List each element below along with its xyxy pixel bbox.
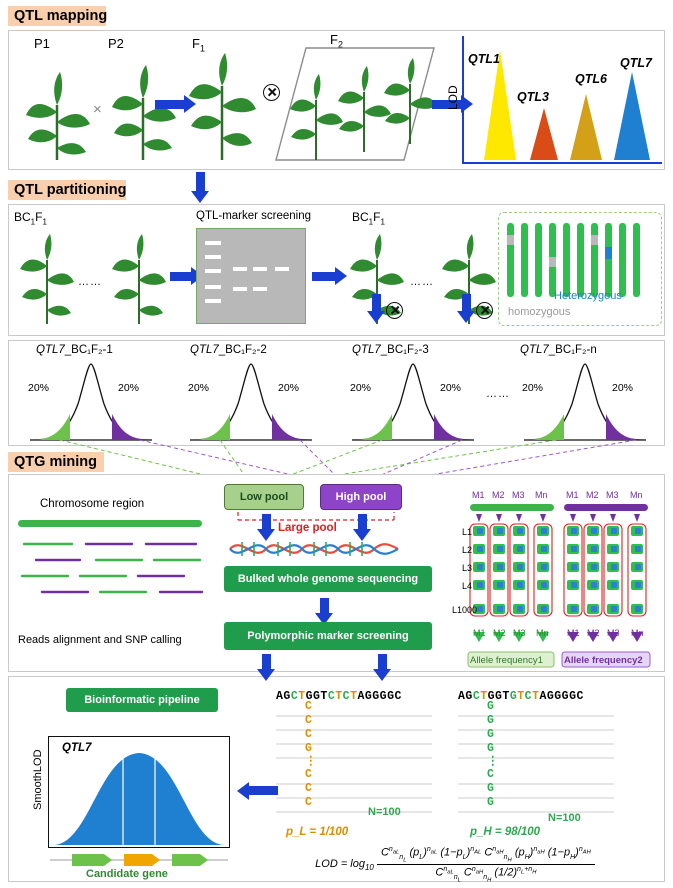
bc-right-f: F — [373, 210, 381, 224]
sequence-segment: T — [517, 690, 525, 703]
qtl-peak-label-2: QTL3 — [517, 90, 549, 104]
bc-right-text: BC — [352, 210, 369, 224]
label-screening-box: QTL-marker screening — [196, 210, 312, 222]
cross-symbol-mapping: × — [93, 101, 102, 118]
sequence-segment: T — [350, 690, 358, 703]
marker-label-right-m3: M3 — [606, 490, 619, 500]
marker-label-bot-left-mn: Mn — [536, 628, 549, 638]
selfing-symbol-a — [386, 302, 403, 319]
marker-label-right-m1: M1 — [566, 490, 579, 500]
family-label-4 — [520, 344, 597, 356]
family-1-qtl: QTL7 — [36, 344, 65, 356]
n-right-label: N=100 — [548, 812, 581, 824]
plant-p2 — [108, 58, 178, 160]
smoothlod-axis-label: SmoothLOD — [32, 749, 44, 810]
plant-p1 — [22, 60, 92, 160]
bc-left-sub2: 1 — [42, 217, 47, 227]
stack-base: C — [305, 714, 312, 727]
smoothlod-qtl7-label: QTL7 — [62, 742, 92, 754]
family-label-1 — [36, 344, 113, 356]
bulked-sequencing-box[interactable] — [224, 566, 432, 592]
label-f2-text: F — [330, 32, 338, 47]
arrow-selfing-b — [462, 294, 471, 312]
polymorphic-label: Polymorphic marker screening — [247, 630, 409, 642]
marker-label-bot-right-m2: M2 — [587, 628, 600, 638]
marker-label-left-m3: M3 — [512, 490, 525, 500]
dots-partition-1: …… — [78, 276, 102, 288]
label-f1-sub: 1 — [199, 43, 205, 54]
section-title-qtl-partitioning — [8, 180, 126, 200]
p-left-label: p_L = 1/100 — [286, 826, 349, 838]
marker-label-right-mn: Mn — [630, 490, 643, 500]
chromosome-reads — [14, 516, 206, 620]
marker-label-bot-right-mn: Mn — [631, 628, 644, 638]
marker-label-bot-right-m1: M1 — [567, 628, 580, 638]
bulked-seq-label: Bulked whole genome sequencing — [237, 573, 419, 585]
label-chromosome-region: Chromosome region — [40, 498, 145, 510]
label-f2-sub: 2 — [337, 39, 343, 50]
label-allele-frequency-2: Allele frequency2 — [564, 655, 643, 666]
label-p2: P2 — [108, 36, 124, 51]
arrow-to-bottom-right — [378, 654, 387, 670]
stack-base: G — [487, 700, 494, 713]
label-p1: P1 — [34, 36, 50, 51]
family-2-qtl: QTL7 — [190, 344, 219, 356]
arrow-to-smoothlod — [248, 786, 278, 795]
label-allele-frequency-1: Allele frequency1 — [470, 655, 543, 666]
bc-left-f: F — [35, 210, 43, 224]
lod-axis-label: LOD — [446, 85, 460, 110]
arrow-p-to-f1 — [155, 100, 185, 109]
sequence-segment: C — [342, 690, 351, 703]
stack-base: G — [487, 782, 494, 795]
plant-bc1-b — [110, 232, 168, 324]
qtl-peak-label-3: QTL6 — [575, 72, 607, 86]
line-label-l3: L3 — [462, 563, 473, 573]
stack-base: C — [305, 700, 312, 713]
family-3-qtl: QTL7 — [352, 344, 381, 356]
sequence-segment: G — [509, 690, 518, 703]
sequence-segment: GGT — [305, 690, 328, 703]
stack-base: G — [305, 742, 312, 755]
line-label-l4: L4 — [462, 581, 473, 591]
plant-f1 — [186, 52, 258, 160]
stack-base: G — [487, 728, 494, 741]
marker-label-left-mn: Mn — [535, 490, 548, 500]
label-bc1f1-left — [14, 210, 47, 226]
stack-base: C — [305, 768, 312, 781]
high-pool-box[interactable] — [320, 484, 402, 510]
qtl-peak-label-4: QTL7 — [620, 56, 652, 70]
low-pool-label: Low pool — [239, 491, 289, 503]
lod-formula: LOD = $\log_{10}$ $C^{n_{aL}}_{n_L}$ $(p_L)^{n_{aL}}$ $(1-p_L)^{n_{AL}}$ $C^{n_{aH}}_{n_H}$ $(p_H)^{n_{aH}}$ $(1-p_H)^{n_{AH}}$ $C^{n_{aL}}_{n_L}$ $C^{n_{aH}}_{n_H}$ $(1/2)^{n_L+n_H}$ — [250, 846, 660, 883]
line-label-l2: L2 — [462, 545, 473, 555]
high-pool-label: High pool — [335, 491, 387, 503]
label-large-pool: Large pool — [278, 522, 337, 534]
polymorphic-screening-box[interactable] — [224, 622, 432, 650]
selfing-symbol-b — [476, 302, 493, 319]
label-candidate-gene: Candidate gene — [86, 868, 168, 880]
family-label-3 — [352, 344, 429, 356]
stack-dots: ⋮ — [305, 755, 317, 768]
stack-left — [305, 700, 317, 810]
gel-screening-image — [196, 228, 306, 324]
sequence-segment: C — [290, 690, 299, 703]
sequence-segment: C — [472, 690, 481, 703]
sequence-segment: C — [524, 690, 533, 703]
family-label-2 — [190, 344, 267, 356]
marker-label-bot-left-m3: M3 — [513, 628, 526, 638]
arrow-selfing-a — [372, 294, 381, 312]
marker-matrix — [460, 500, 660, 672]
sequence-segment: T — [480, 690, 488, 703]
stack-base: C — [305, 796, 312, 809]
stack-base: C — [487, 768, 494, 781]
label-bc1f1-right — [352, 210, 385, 226]
bc-right-sub2: 1 — [380, 217, 385, 227]
section-title-text: QTL mapping — [14, 8, 108, 24]
large-pool-bracket — [236, 510, 396, 524]
section-title-text-2: QTL partitioning — [14, 182, 127, 198]
marker-label-left-m1: M1 — [472, 490, 485, 500]
family-2-rest: _BC₁F₂-2 — [218, 344, 267, 356]
sequence-segment: AGGGGC — [539, 690, 584, 703]
sequence-segment: AG — [276, 690, 291, 703]
family-3-right-pct: 20% — [440, 382, 462, 394]
arrow-to-bottom-left — [262, 654, 271, 670]
sequence-left — [276, 690, 402, 703]
sequence-segment: AGGGGC — [357, 690, 402, 703]
label-homozygous: homozygous — [508, 306, 571, 318]
label-f1-text: F — [192, 36, 200, 51]
stack-base: C — [305, 782, 312, 795]
arrow-to-polymorphic — [320, 598, 329, 614]
family-4-rest: _BC₁F₂-n — [548, 344, 597, 356]
label-f2 — [330, 32, 343, 50]
family-2-left-pct: 20% — [188, 382, 210, 394]
line-label-l1000: L1000 — [452, 605, 478, 615]
sequence-segment: T — [335, 690, 343, 703]
stack-dots: ⋮ — [487, 755, 499, 768]
family-4-right-pct: 20% — [612, 382, 634, 394]
section-title-qtg-mining — [8, 452, 104, 472]
arrow-right-down-mining — [358, 514, 367, 530]
marker-label-bot-left-m1: M1 — [473, 628, 486, 638]
bioinformatic-label: Bioinformatic pipeline — [84, 694, 200, 706]
arrow-bc1-to-screening — [170, 272, 192, 281]
arrow-left-down-mining — [262, 514, 271, 530]
read-lines-right — [458, 708, 614, 826]
arrow-screening-to-bc2 — [312, 272, 336, 281]
qtl-peak-label-1: QTL1 — [468, 52, 500, 66]
sequence-segment: T — [298, 690, 306, 703]
dots-partition-2: …… — [410, 276, 434, 288]
stack-base: C — [305, 728, 312, 741]
low-pool-box[interactable] — [224, 484, 304, 510]
stack-base: G — [487, 796, 494, 809]
family-1-left-pct: 20% — [28, 382, 50, 394]
family-1-rest: _BC₁F₂-1 — [64, 344, 113, 356]
family-4-left-pct: 20% — [522, 382, 544, 394]
bc-right-sub1: 1 — [368, 217, 374, 227]
family-dots: …… — [486, 388, 510, 400]
family-3-left-pct: 20% — [350, 382, 372, 394]
section-title-qtl-mapping — [8, 6, 106, 26]
family-2-right-pct: 20% — [278, 382, 300, 394]
label-reads-alignment: Reads alignment and SNP calling — [18, 634, 182, 646]
p-right-label: p_H = 98/100 — [470, 826, 541, 838]
section-title-text-3: QTG mining — [14, 454, 97, 470]
plant-bc1-a — [18, 232, 76, 324]
marker-label-bot-right-m3: M3 — [607, 628, 620, 638]
plant-f2-c — [382, 58, 438, 144]
family-3-rest: _BC₁F₂-3 — [380, 344, 429, 356]
family-4-qtl: QTL7 — [520, 344, 549, 356]
bc-left-sub1: 1 — [30, 217, 36, 227]
stack-base: G — [487, 714, 494, 727]
sequence-segment: GGT — [487, 690, 510, 703]
arrow-mapping-to-partitioning — [196, 172, 205, 192]
bc-left-text: BC — [14, 210, 31, 224]
marker-label-right-m2: M2 — [586, 490, 599, 500]
sequence-right — [458, 690, 584, 703]
sequence-segment: C — [327, 690, 336, 703]
stack-right — [487, 700, 499, 810]
family-1-right-pct: 20% — [118, 382, 140, 394]
n-left-label: N=100 — [368, 806, 401, 818]
label-heterozygous: Heterozygous — [554, 290, 622, 302]
marker-label-left-m2: M2 — [492, 490, 505, 500]
marker-label-bot-left-m2: M2 — [493, 628, 506, 638]
sequence-segment: T — [532, 690, 540, 703]
line-label-l1: L1 — [462, 527, 473, 537]
sequence-segment: AG — [458, 690, 473, 703]
candidate-gene-track — [48, 852, 230, 868]
read-lines-left — [276, 708, 432, 826]
bioinformatic-pipeline-box[interactable] — [66, 688, 218, 712]
label-f1 — [192, 36, 205, 54]
dna-helix — [228, 536, 400, 562]
stack-base: G — [487, 742, 494, 755]
